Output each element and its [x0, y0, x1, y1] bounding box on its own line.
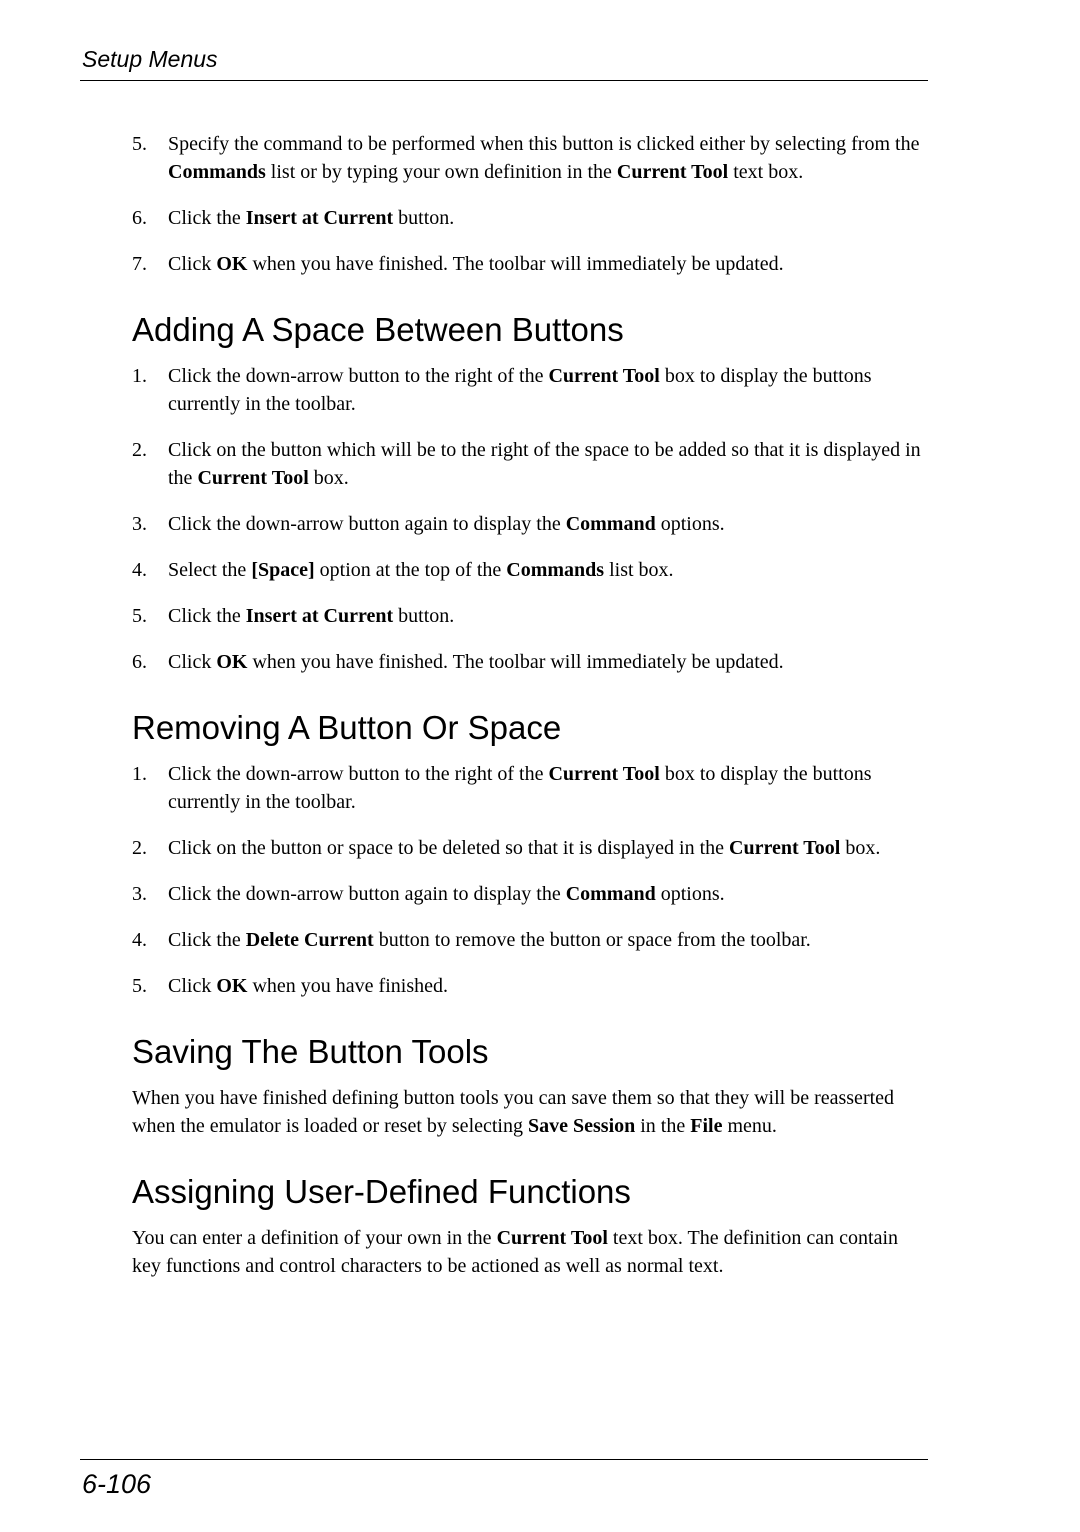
step-number: 7. [132, 253, 147, 275]
step-text [168, 513, 725, 535]
text-run: You can enter a definition of your own in the [132, 1227, 497, 1249]
text-run: menu. [722, 1115, 777, 1137]
step-item [132, 510, 922, 538]
intro-step-list [132, 130, 922, 278]
text-run: list box. [604, 559, 674, 581]
step-text [168, 605, 454, 627]
step-number: 2. [132, 837, 147, 859]
text-run: Click the [168, 929, 246, 951]
bold-term: OK [216, 975, 248, 997]
text-run: in the [635, 1115, 691, 1137]
text-run: Click [168, 253, 217, 275]
step-item [132, 880, 922, 908]
step-item [132, 648, 922, 676]
step-item [132, 834, 922, 862]
bold-term: File [690, 1115, 723, 1137]
section-heading: Removing A Button Or Space [132, 709, 562, 746]
bold-term: Command [565, 513, 656, 535]
text-run: Click the [168, 207, 246, 229]
step-text [168, 837, 880, 859]
sections [132, 310, 922, 1280]
section-paragraph [132, 1224, 922, 1280]
step-text [168, 559, 674, 581]
bold-term: Commands [506, 559, 605, 581]
step-text [168, 651, 784, 673]
step-number: 1. [132, 763, 147, 785]
step-item [132, 926, 922, 954]
text-run: button. [393, 207, 455, 229]
section-heading: Assigning User-Defined Functions [132, 1173, 631, 1210]
bold-term: Save Session [528, 1115, 636, 1137]
step-number: 6. [132, 207, 147, 229]
step-list [132, 760, 922, 1000]
page-number: 6-106 [82, 1469, 152, 1499]
bold-term: Current Tool [548, 763, 660, 785]
step-number: 3. [132, 513, 147, 535]
step-item [132, 556, 922, 584]
text-run: Click [168, 651, 217, 673]
bold-term: [Space] [251, 559, 315, 581]
step-number: 2. [132, 439, 147, 461]
footer-rule [80, 1459, 928, 1460]
text-run: text box. [728, 161, 804, 183]
text-run: Click the [168, 605, 246, 627]
bold-term: Delete Current [245, 929, 374, 951]
bold-term: Insert at Current [245, 605, 394, 627]
bold-term: Current Tool [729, 837, 841, 859]
step-text [168, 207, 454, 229]
step-text [168, 883, 725, 905]
step-text [168, 929, 811, 951]
text-run: box. [308, 467, 349, 489]
text-run: button to remove the button or space from the toolbar. [373, 929, 811, 951]
step-number: 5. [132, 605, 147, 627]
text-run: when you have finished. The toolbar will immediately be updated. [247, 253, 784, 275]
step-number: 6. [132, 651, 147, 673]
page-content [132, 130, 922, 1280]
section-removing [132, 708, 922, 1000]
bold-term: Insert at Current [245, 207, 394, 229]
step-number: 5. [132, 133, 147, 155]
bold-term: OK [216, 651, 248, 673]
text-run: Specify the command to be performed when this button is clicked either by selecting from the [168, 133, 920, 155]
bold-term: Current Tool [548, 365, 660, 387]
section-heading: Adding A Space Between Buttons [132, 311, 624, 348]
step-list [132, 362, 922, 676]
header-rule [80, 80, 928, 81]
step-item [132, 436, 922, 492]
section-adding-space [132, 310, 922, 676]
step-item [132, 602, 922, 630]
section-assigning [132, 1172, 922, 1280]
text-run: Click on the button or space to be deleted so that it is displayed in the [168, 837, 729, 859]
running-header: Setup Menus [82, 46, 218, 72]
text-run: Click on the button which will be to the right of the space to be added so that it is displayed in the [168, 439, 921, 489]
step-text [168, 975, 448, 997]
step-text [168, 365, 871, 415]
text-run: box. [840, 837, 881, 859]
step-text [168, 133, 919, 183]
step-item [132, 204, 922, 232]
bold-term: Current Tool [197, 467, 309, 489]
step-number: 4. [132, 929, 147, 951]
step-number: 1. [132, 365, 147, 387]
step-number: 3. [132, 883, 147, 905]
section-heading: Saving The Button Tools [132, 1033, 489, 1070]
text-run: When you have finished defining button tools you can save them so that they will be reasserted when the emulator is loaded or reset by selecting [132, 1087, 895, 1137]
text-run: Click the down-arrow button to the right of the [168, 365, 549, 387]
bold-term: Current Tool [496, 1227, 608, 1249]
text-run: text box. The definition can contain key functions and control characters to be actioned as well as normal text. [132, 1227, 898, 1277]
step-item [132, 362, 922, 418]
text-run: box to display the buttons currently in the toolbar. [168, 763, 872, 813]
step-number: 4. [132, 559, 147, 581]
bold-term: OK [216, 253, 248, 275]
step-item [132, 250, 922, 278]
section-saving [132, 1032, 922, 1140]
bold-term: Commands [168, 161, 266, 183]
step-number: 5. [132, 975, 147, 997]
text-run: box to display the buttons currently in the toolbar. [168, 365, 872, 415]
text-run: Click the down-arrow button again to display the [168, 883, 566, 905]
bold-term: Current Tool [616, 161, 729, 183]
text-run: Click the down-arrow button again to display the [168, 513, 566, 535]
text-run: options. [655, 513, 725, 535]
text-run: Click the down-arrow button to the right of the [168, 763, 549, 785]
text-run: button. [393, 605, 455, 627]
text-run: option at the top of the [314, 559, 507, 581]
text-run: when you have finished. [247, 975, 448, 997]
step-item [132, 130, 922, 186]
step-item [132, 760, 922, 816]
step-text [168, 253, 784, 275]
step-item [132, 972, 922, 1000]
step-text [168, 439, 921, 489]
text-run: options. [655, 883, 725, 905]
step-text [168, 763, 871, 813]
text-run: Click [168, 975, 217, 997]
section-paragraph [132, 1084, 922, 1140]
bold-term: Command [565, 883, 656, 905]
text-run: Select the [168, 559, 252, 581]
text-run: list or by typing your own definition in the [265, 161, 617, 183]
text-run: when you have finished. The toolbar will immediately be updated. [247, 651, 784, 673]
